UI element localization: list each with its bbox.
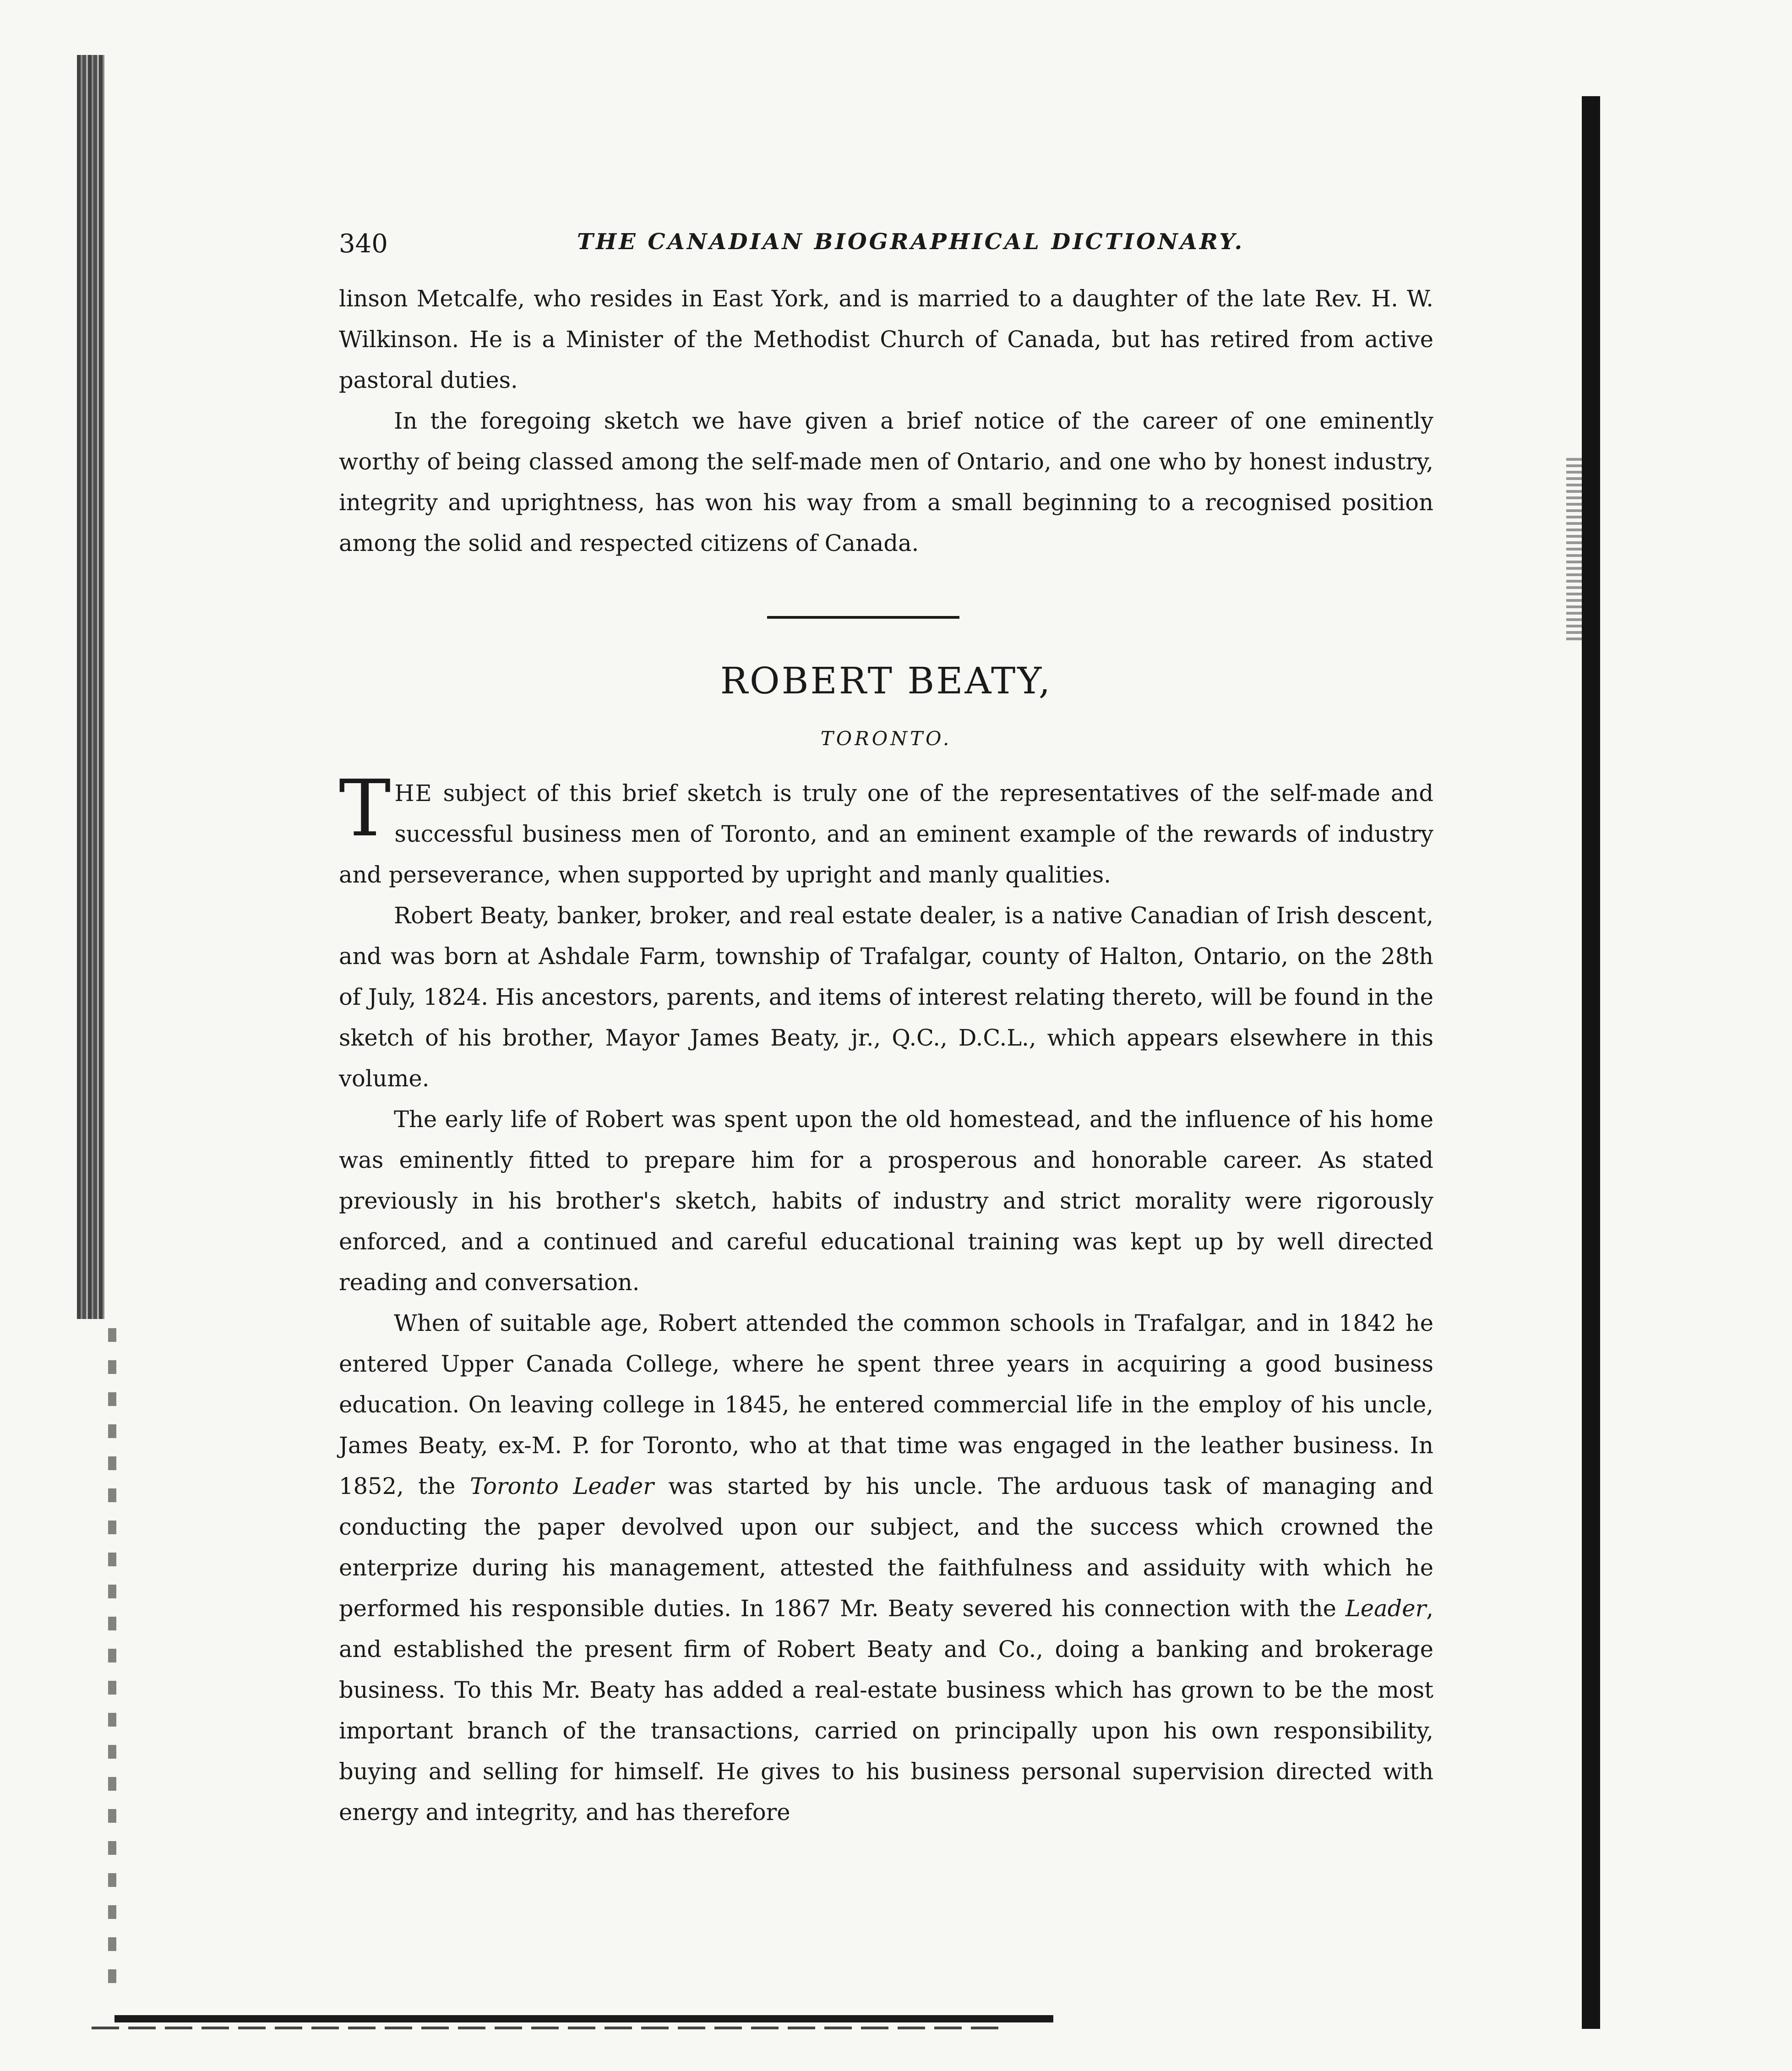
drop-cap: T bbox=[339, 763, 391, 854]
paragraph: The early life of Robert was spent upon the old homestead, and the influence of his home was eminently fitted to prepare him for a prosperous and honorable career. As stated previously in his brother's sketch, habits of industry and strict morality were rigorously enforced, and a continued and careful educational training was kept up by well directed reading and conversation. bbox=[339, 1106, 1433, 1296]
paragraph-text: , and established the present firm of Robert Beaty and Co., doing a banking and brokerage business. To this Mr. Beaty has added a real-estate business which has grown to be the most important branch of the transactions, carried on principally upon his own responsibility, buying and selling for himself. He gives to his business personal supervision directed with energy and integrity, and has therefore bbox=[339, 1595, 1433, 1826]
paragraph: Robert Beaty, banker, broker, and real estate dealer, is a native Canadian of Irish descent, and was born at Ashdale Farm, township of Trafalgar, county of Halton, Ontario, on the 28th of July, 1824. His ancestors, parents, and items of interest relating thereto, will be found in the sketch of his brother, Mayor James Beaty, jr., Q.C., D.C.L., which appears elsewhere in this volume. bbox=[339, 902, 1433, 1092]
scan-right-noise bbox=[1566, 458, 1582, 641]
entry-body bbox=[339, 763, 1433, 1833]
paragraph: In the foregoing sketch we have given a brief notice of the career of one eminently worthy of being classed among the self-made men of Ontario, and one who by honest industry, integrity and uprightness, has won his way from a small beginning to a recognised position among the solid and respected citizens of Canada. bbox=[339, 408, 1433, 556]
page-number: 340 bbox=[339, 229, 388, 259]
section-divider bbox=[767, 616, 959, 619]
paragraph-text: When of suitable age, Robert attended the common schools in Trafalgar, and in 1842 he entered Upper Canada College, where he spent three years in acquiring a good business education. On leaving college in 1845, he entered commercial life in the employ of his uncle, James Beaty, ex-M. P. for Toronto, who at that time was engaged in the leather business. In 1852, the bbox=[339, 1310, 1433, 1499]
first-word: HE bbox=[394, 780, 433, 807]
scan-right-edge bbox=[1582, 96, 1600, 2029]
paragraph bbox=[339, 1303, 1433, 1833]
italic-title: Leader bbox=[1345, 1595, 1427, 1622]
paragraph: linson Metcalfe, who resides in East York, and is married to a daughter of the late Rev. H. W. Wilkinson. He is a Minister of the Methodist Church of Canada, but has retired from active pastoral duties. bbox=[339, 285, 1433, 393]
paragraph-text: subject of this brief sketch is truly one of the representatives of the self-made and successful business men of Toronto, and an eminent example of the rewards of industry and perseverance, when supported by upright and manly qualities. bbox=[339, 780, 1433, 888]
continued-text bbox=[339, 278, 1433, 564]
scan-edge-marks bbox=[108, 1328, 116, 1992]
italic-title: Toronto Leader bbox=[469, 1473, 654, 1499]
scan-bottom-edge bbox=[114, 2015, 1053, 2022]
page-header bbox=[339, 229, 1433, 266]
entry-location: TORONTO. bbox=[820, 727, 952, 750]
opening-paragraph bbox=[339, 763, 1433, 895]
entry-title: ROBERT BEATY, bbox=[720, 659, 1052, 702]
running-head: THE CANADIAN BIOGRAPHICAL DICTIONARY. bbox=[577, 229, 1245, 255]
paragraph-text: was started by his uncle. The arduous task of managing and conducting the paper devolved upon our subject, and the success which crowned the enterprize during his management, attested the faithfulness and assiduity with which he performed his responsible duties. In 1867 Mr. Beaty severed his connection with the bbox=[339, 1473, 1433, 1622]
scan-binding-edge bbox=[77, 55, 104, 1319]
scan-bottom-marks bbox=[92, 2027, 1008, 2029]
